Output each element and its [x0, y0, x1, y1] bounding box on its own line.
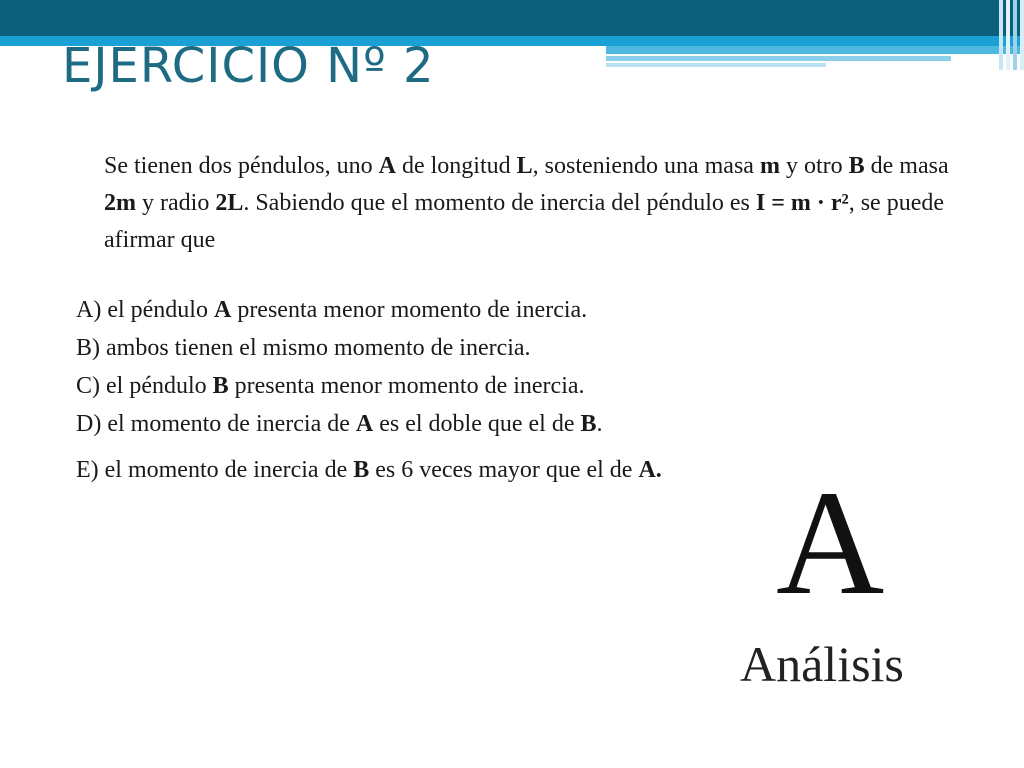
option-c: C) el péndulo B presenta menor momento de inercia. [76, 373, 585, 399]
header-stripe [606, 56, 951, 61]
option-e: E) el momento de inercia de B es 6 veces mayor que el de A. [76, 457, 662, 483]
answer-letter: A [776, 460, 885, 626]
slide-title: EJERCICIO Nº 2 [62, 38, 435, 94]
option-a: A) el péndulo A presenta menor momento de inercia. [76, 297, 588, 323]
header-stripe [606, 63, 826, 67]
option-b: B) ambos tienen el mismo momento de inercia. [76, 335, 531, 361]
header-stripe [606, 46, 1024, 54]
option-d: D) el momento de inercia de A es el doble que el de B. [76, 411, 603, 437]
header-banner [0, 0, 1024, 36]
problem-statement: Se tienen dos péndulos, uno A de longitud L, sosteniendo una masa m y otro B de masa 2m y radio 2L. Sabiendo que el momento de inercia del péndulo es I = m · r², se puede afirmar que [104, 153, 949, 253]
header-vertical-bars [994, 0, 1024, 70]
answer-label: Análisis [740, 636, 904, 692]
